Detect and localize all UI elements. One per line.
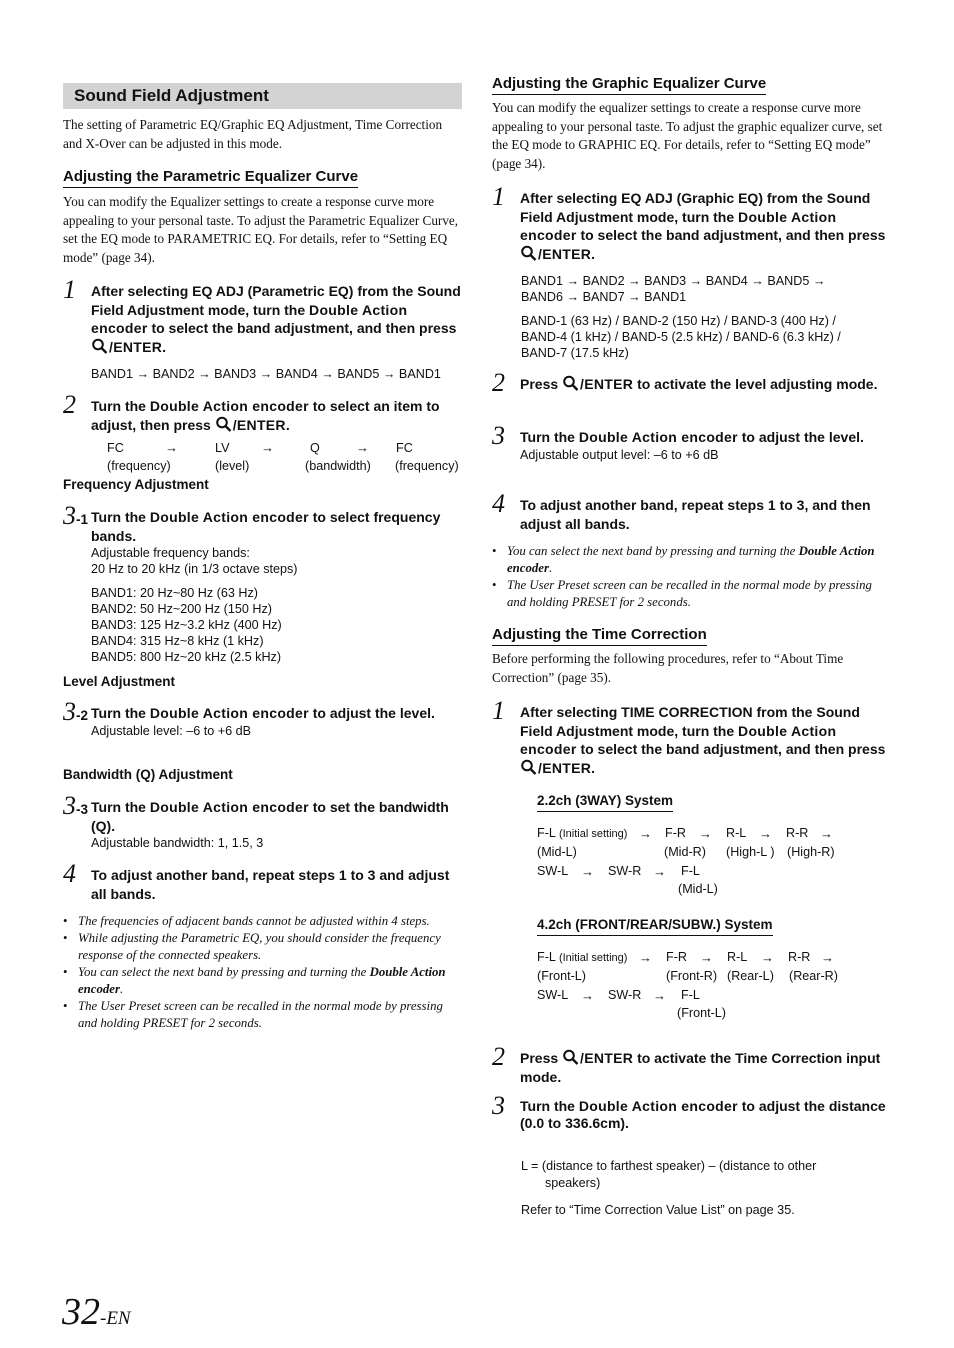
step-text-part: Turn the xyxy=(520,1098,579,1114)
arrow-icon: → xyxy=(261,440,274,455)
peq-heading: Adjusting the Parametric Equalizer Curve xyxy=(63,168,358,188)
arrow-icon: → xyxy=(653,988,666,1003)
step-number xyxy=(63,698,88,730)
speaker-rr: R-R xyxy=(788,950,811,964)
speaker-swr: SW-R xyxy=(608,864,642,878)
section-title: Sound Field Adjustment xyxy=(74,86,269,105)
speaker-rr: R-R xyxy=(786,826,809,840)
step-text-part: to adjust the level. xyxy=(737,429,864,445)
speaker-sub: (Front-L) xyxy=(677,1006,726,1020)
band-sequence: BAND1 → BAND2 → BAND3 → BAND4 → BAND5 → BAND1 xyxy=(91,367,441,381)
step-text-part: Press xyxy=(520,376,563,392)
geq-heading: Adjusting the Graphic Equalizer Curve xyxy=(492,75,766,95)
step-text-part: Turn the xyxy=(91,398,150,414)
step-number-digit: 3 xyxy=(63,501,76,530)
enter-label: /ENTER xyxy=(580,1050,634,1066)
band-sequence-line: BAND1 → BAND2 → BAND3 → BAND4 → BAND5 → xyxy=(521,274,826,288)
encoder-name: Double Action encoder xyxy=(149,509,309,525)
speaker-swr: SW-R xyxy=(608,988,642,1002)
peq-heading-wrap xyxy=(63,168,358,188)
step-number-digit: 3 xyxy=(63,697,76,726)
arrow-icon: → xyxy=(639,950,652,965)
note-emphasis: Double Action encoder xyxy=(78,965,446,996)
encoder-name: Double Action encoder xyxy=(520,208,837,243)
arrow-icon: → xyxy=(581,988,594,1003)
band-frequency-line: BAND-1 (63 Hz) / BAND-2 (150 Hz) / BAND-3 (400 Hz) / xyxy=(521,314,836,328)
step-number: 2 xyxy=(63,390,76,419)
speaker-sub: (Front-R) xyxy=(666,969,718,983)
encoder-name: Double Action encoder xyxy=(520,722,837,757)
step-number: 4 xyxy=(492,489,505,518)
arrow-icon: → xyxy=(821,950,834,965)
step-note: 20 Hz to 20 kHz (in 1/3 octave steps) xyxy=(91,562,298,576)
freq-heading: Frequency Adjustment xyxy=(63,477,209,492)
step-text-part: . xyxy=(591,245,596,262)
step-text xyxy=(91,282,463,356)
arrow-icon: → xyxy=(700,950,713,965)
sys2-heading-wrap xyxy=(537,916,773,936)
note-text: The frequencies of adjacent bands cannot be adjusted within 4 steps. xyxy=(78,914,430,928)
step-number xyxy=(63,792,88,824)
step-number: 1 xyxy=(63,275,76,304)
step-note: Adjustable bandwidth: 1, 1.5, 3 xyxy=(91,836,264,850)
speaker-sub: (High-L ) xyxy=(726,845,775,859)
flow-item-lv: LV xyxy=(215,441,230,455)
note-text: The User Preset screen can be recalled in the normal mode by pressing and holding PRESET for 2 seconds. xyxy=(507,578,872,609)
step-text-part: . xyxy=(285,416,290,433)
search-icon xyxy=(520,245,538,261)
tc-heading: Adjusting the Time Correction xyxy=(492,626,707,646)
speaker-rl: R-L xyxy=(726,826,747,840)
band-range: BAND4: 315 Hz~8 kHz (1 kHz) xyxy=(91,634,264,648)
note-text: While adjusting the Parametric EQ, you should consider the frequency response of the connected speakers. xyxy=(78,931,441,962)
flow-sub: (bandwidth) xyxy=(305,459,371,473)
arrow-icon: → xyxy=(820,826,833,841)
note-text: . xyxy=(119,982,124,996)
step-number: 4 xyxy=(63,859,76,888)
bullet: • xyxy=(63,914,68,928)
refer-note: Refer to “Time Correction Value List” on page 35. xyxy=(521,1203,795,1217)
tc-heading-wrap xyxy=(492,626,707,646)
section-header-bar xyxy=(63,83,462,109)
arrow-icon: → xyxy=(581,864,594,879)
step-number: 3 xyxy=(492,1091,505,1120)
enter-label: /ENTER xyxy=(538,759,592,776)
step-number-suffix: -3 xyxy=(76,802,89,817)
speaker-rl: R-L xyxy=(727,950,748,964)
step-text-part: to select the band adjustment, and then press xyxy=(576,227,886,243)
step-text-part: to adjust the level. xyxy=(308,705,435,721)
step-text xyxy=(91,508,463,577)
geq-notes xyxy=(492,543,888,611)
flow-item-q: Q xyxy=(310,441,320,455)
arrow-icon: → xyxy=(653,864,666,879)
initial-setting-label: (Initial setting) xyxy=(558,828,628,840)
step-text-part: After selecting EQ ADJ (Parametric EQ) from the Sound Field Adjustment mode, turn the xyxy=(91,283,461,318)
speaker-sub: (Mid-R) xyxy=(664,845,706,859)
step-text-part: to select an item to adjust, then press xyxy=(91,398,440,433)
band-range: BAND3: 125 Hz~3.2 kHz (400 Hz) xyxy=(91,618,282,632)
enter-label: /ENTER xyxy=(580,376,634,392)
page-number-suffix: -EN xyxy=(100,1308,131,1329)
speaker-sub: (Rear-R) xyxy=(789,969,838,983)
step-text-part: Turn the xyxy=(91,509,150,525)
step-note: Adjustable frequency bands: xyxy=(91,546,250,560)
geq-band-sequence xyxy=(521,273,891,305)
speaker-sub: (High-R) xyxy=(787,845,835,859)
step-text-part: to adjust the distance xyxy=(737,1098,886,1114)
step-number: 3 xyxy=(492,421,505,450)
band-range: BAND1: 20 Hz~80 Hz (63 Hz) xyxy=(91,586,258,600)
speaker-fl: F-L xyxy=(537,826,556,840)
step-number xyxy=(63,502,88,534)
step-number: 2 xyxy=(492,1042,505,1071)
encoder-name: Double Action encoder xyxy=(149,398,309,414)
enter-label: /ENTER xyxy=(538,245,592,262)
note-item xyxy=(492,543,888,577)
flow-item-fc: FC xyxy=(107,441,124,455)
enter-label: /ENTER xyxy=(232,416,286,433)
step-text xyxy=(520,1049,890,1086)
step-text xyxy=(520,189,890,263)
step-text-part: After selecting TIME CORRECTION from the Sound Field Adjustment mode, turn the xyxy=(520,704,860,739)
flow-sub: (level) xyxy=(215,459,250,473)
step-text-part: Turn the xyxy=(91,799,150,815)
arrow-icon: → xyxy=(759,826,772,841)
bullet: • xyxy=(63,999,68,1013)
step-text-part: to select the band adjustment, and then press xyxy=(147,320,457,336)
speaker-swl: SW-L xyxy=(537,988,569,1002)
arrow-icon: → xyxy=(699,826,712,841)
step-text-part: to set the bandwidth (Q). xyxy=(91,799,449,834)
step-text-part: to select the band adjustment, and then press xyxy=(576,741,886,757)
flow-start xyxy=(537,949,627,966)
note-item xyxy=(63,998,463,1032)
geq-band-frequencies xyxy=(521,313,891,361)
note-text: The User Preset screen can be recalled in the normal mode by pressing and holding PRESET for 2 seconds. xyxy=(78,999,443,1030)
bullet: • xyxy=(492,578,497,592)
encoder-name: Double Action encoder xyxy=(578,429,738,445)
bw-heading: Bandwidth (Q) Adjustment xyxy=(63,767,233,782)
page-number-digits: 32 xyxy=(62,1291,100,1333)
step-text xyxy=(91,704,463,739)
search-icon xyxy=(215,416,233,432)
step-text-part: Press xyxy=(520,1050,563,1066)
step-text xyxy=(91,397,463,434)
step-text-part: to activate the Time Correction input mode. xyxy=(520,1050,881,1085)
step-text: To adjust another band, repeat steps 1 to 3 and adjust all bands. xyxy=(91,867,450,902)
band-range: BAND5: 800 Hz~20 kHz (2.5 kHz) xyxy=(91,650,282,664)
speaker-fl: F-L xyxy=(681,864,700,878)
step-number: 1 xyxy=(492,696,505,725)
encoder-name: Double Action encoder xyxy=(91,301,408,336)
search-icon xyxy=(91,338,109,354)
step-text xyxy=(520,703,890,777)
bullet: • xyxy=(63,931,68,945)
step-text-part: . xyxy=(162,338,167,355)
note-text: You can select the next band by pressing and turning the xyxy=(507,544,799,558)
page-number xyxy=(62,1290,131,1334)
flow-start xyxy=(537,825,627,842)
step-text-part: Turn the xyxy=(520,429,579,445)
distance-formula xyxy=(521,1158,891,1192)
band-frequency-line: BAND-7 (17.5 kHz) xyxy=(521,346,629,360)
step-number-digit: 3 xyxy=(63,791,76,820)
encoder-name: Double Action encoder xyxy=(578,1098,738,1114)
step-text xyxy=(91,798,463,851)
note-text: . xyxy=(548,561,553,575)
flow-sub: (frequency) xyxy=(395,459,459,473)
initial-setting-label: (Initial setting) xyxy=(558,952,628,964)
encoder-name: Double Action encoder xyxy=(149,799,309,815)
section-intro: The setting of Parametric EQ/Graphic EQ Adjustment, Time Correction and X-Over can be adjusted in this mode. xyxy=(63,117,443,151)
step-number: 1 xyxy=(492,182,505,211)
distance-range: (0.0 to 336.6cm). xyxy=(520,1115,629,1131)
formula-line: speakers) xyxy=(545,1176,601,1190)
tc-intro: Before performing the following procedures, refer to “About Time Correction” (page 35). xyxy=(492,651,844,685)
note-emphasis: Double Action encoder xyxy=(507,544,875,575)
bullet: • xyxy=(492,544,497,558)
flow-sub: (frequency) xyxy=(107,459,171,473)
speaker-swl: SW-L xyxy=(537,864,569,878)
level-heading: Level Adjustment xyxy=(63,674,176,689)
band-range-list xyxy=(91,585,463,665)
arrow-icon: → xyxy=(761,950,774,965)
step-note: Adjustable level: –6 to +6 dB xyxy=(91,723,251,738)
speaker-fr: F-R xyxy=(665,826,686,840)
step-number: 2 xyxy=(492,368,505,397)
step-number-suffix: -1 xyxy=(76,512,89,527)
enter-label: /ENTER xyxy=(109,338,163,355)
speaker-sub: (Rear-L) xyxy=(727,969,774,983)
search-icon xyxy=(520,759,538,775)
arrow-icon: → xyxy=(639,826,652,841)
geq-heading-wrap xyxy=(492,75,766,95)
speaker-sub: (Front-L) xyxy=(537,969,586,983)
arrow-icon: → xyxy=(165,440,178,455)
speaker-sub: (Mid-L) xyxy=(678,882,718,896)
step-text-part: to select frequency bands. xyxy=(91,509,441,544)
formula-line: L = (distance to farthest speaker) – (distance to other xyxy=(521,1159,817,1173)
note-text: You can select the next band by pressing and turning the xyxy=(78,965,370,979)
band-frequency-line: BAND-4 (1 kHz) / BAND-5 (2.5 kHz) / BAND-6 (6.3 kHz) / xyxy=(521,330,841,344)
item-flow xyxy=(107,440,467,476)
bullet: • xyxy=(63,965,68,979)
speaker-sub: (Mid-L) xyxy=(537,845,577,859)
band-sequence-line: BAND6 → BAND7 → BAND1 xyxy=(521,290,687,304)
band-range: BAND2: 50 Hz~200 Hz (150 Hz) xyxy=(91,602,272,616)
step-text xyxy=(520,1098,890,1132)
encoder-name: Double Action encoder xyxy=(149,705,309,721)
step-text-part: to activate the level adjusting mode. xyxy=(633,376,878,392)
speaker-fr: F-R xyxy=(666,950,687,964)
search-icon xyxy=(562,375,580,391)
step-text xyxy=(520,375,890,394)
arrow-icon: → xyxy=(356,440,369,455)
sys1-flow xyxy=(537,825,857,897)
step-text xyxy=(520,428,890,463)
step-text-part: Turn the xyxy=(91,705,150,721)
geq-intro: You can modify the equalizer settings to create a response curve more appealing to your personal taste. To adjust the graphic equalizer curve, set the EQ mode to GRAPHIC EQ. For details, refer to “Setting EQ mode” (page 34). xyxy=(492,100,883,171)
note-item xyxy=(63,964,463,998)
note-item xyxy=(63,930,463,964)
speaker-fl: F-L xyxy=(537,950,556,964)
sys1-heading-wrap xyxy=(537,792,673,812)
speaker-fl: F-L xyxy=(681,988,700,1002)
step-text: To adjust another band, repeat steps 1 to 3, and then adjust all bands. xyxy=(520,497,871,532)
step-text-part: . xyxy=(591,759,596,776)
peq-notes xyxy=(63,913,463,1032)
sys2-heading: 4.2ch (FRONT/REAR/SUBW.) System xyxy=(537,916,773,936)
step-note: Adjustable output level: –6 to +6 dB xyxy=(520,447,719,462)
note-item xyxy=(492,577,888,611)
note-item xyxy=(63,913,463,930)
flow-item-fc: FC xyxy=(396,441,413,455)
sys2-flow xyxy=(537,949,857,1021)
search-icon xyxy=(562,1049,580,1065)
sys1-heading: 2.2ch (3WAY) System xyxy=(537,792,673,812)
step-text-part: After selecting EQ ADJ (Graphic EQ) from the Sound Field Adjustment mode, turn the xyxy=(520,190,871,225)
peq-intro: You can modify the Equalizer settings to create a response curve more appealing to your personal taste. To adjust the Parametric Equalizer Curve, set the EQ mode to PARAMETRIC EQ. For details, refer to “Setting EQ mode” (page 34). xyxy=(63,194,459,265)
step-number-suffix: -2 xyxy=(76,708,89,723)
